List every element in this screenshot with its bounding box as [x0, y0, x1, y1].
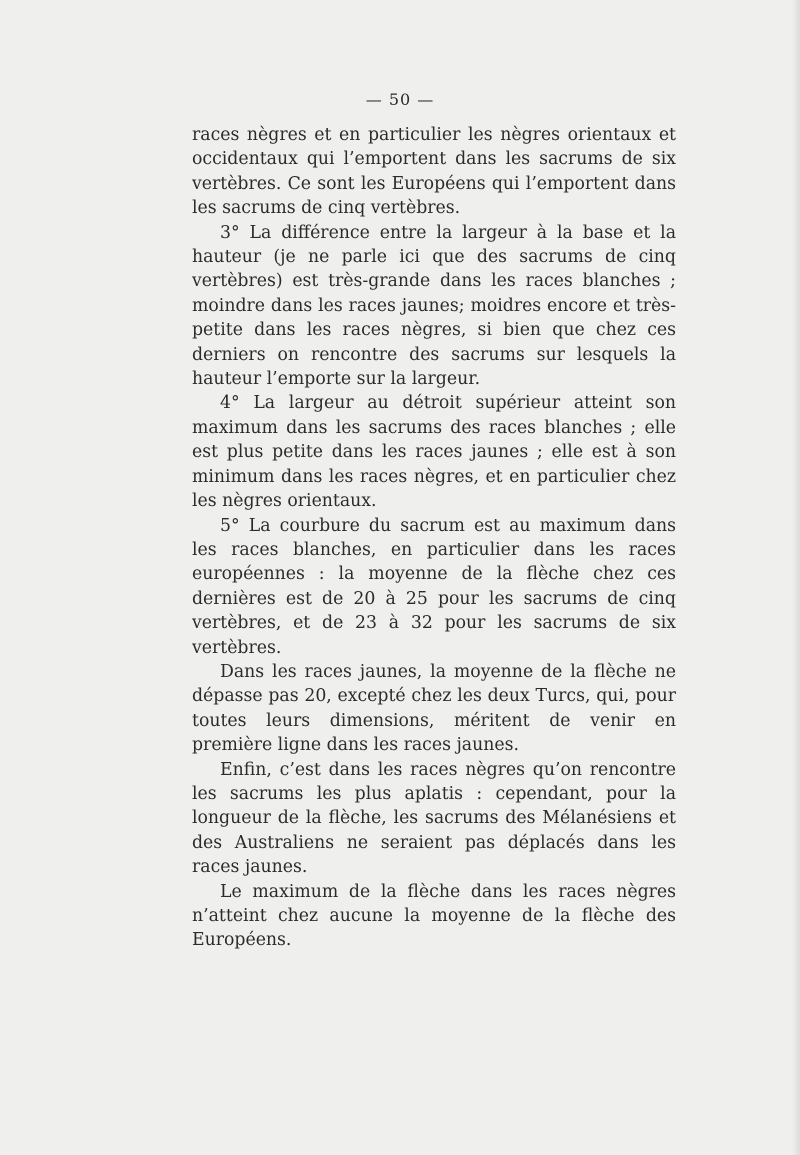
paragraph-maximum: Le maximum de la flèche dans les races nègres n’atteint chez aucune la moyenne de la flèche des Européens.: [192, 881, 676, 951]
paragraph-point-5: 5° La courbure du sacrum est au maximum dans les races blanches, en particulier dans les races européennes : la moyenne de la flèche chez ces dernières est de 20 à 25 pour les sacrums de cinq vertèbres, et de 23 à 32 pour les sacrums de six vertèbres.: [192, 515, 676, 658]
paragraph-black-races: Enfin, c’est dans les races nègres qu’on rencontre les sacrums les plus aplatis : cependant, pour la longueur de la flèche, les sacrums des Mélanésiens et des Australiens ne seraient pas déplacés dans les races jaunes.: [192, 759, 676, 878]
paragraph-point-3: 3° La différence entre la largeur à la base et la hauteur (je ne parle ici que des sacrums de cinq vertèbres) est très-grande dans les races blanches ; moindre dans les races jaunes; moidres encore et très-petite dans les races nègres, si bien que chez ces derniers on rencontre des sacrums sur lesquels la hauteur l’emporte sur la largeur.: [192, 222, 676, 390]
page-number: — 50 —: [365, 90, 435, 109]
paragraph-yellow-races: Dans les races jaunes, la moyenne de la flèche ne dépasse pas 20, excepté chez les deux Turcs, qui, pour toutes leurs dimensions, méritent de venir en première ligne dans les races jaunes.: [192, 661, 676, 756]
paragraph-point-4: 4° La largeur au détroit supérieur atteint son maximum dans les sacrums des races blanches ; elle est plus petite dans les races jaunes ; elle est à son minimum dans les races nègres, et en particulier chez les nègres orientaux.: [192, 393, 676, 512]
page-edge-shadow: [792, 0, 800, 1155]
paragraph-continuation: races nègres et en particulier les nègres orientaux et occidentaux qui l’emportent dans les sacrums de six vertèbres. Ce sont les Européens qui l’emportent dans les sacrums de cinq vertèbres.: [192, 125, 676, 219]
body-text: [192, 123, 676, 953]
